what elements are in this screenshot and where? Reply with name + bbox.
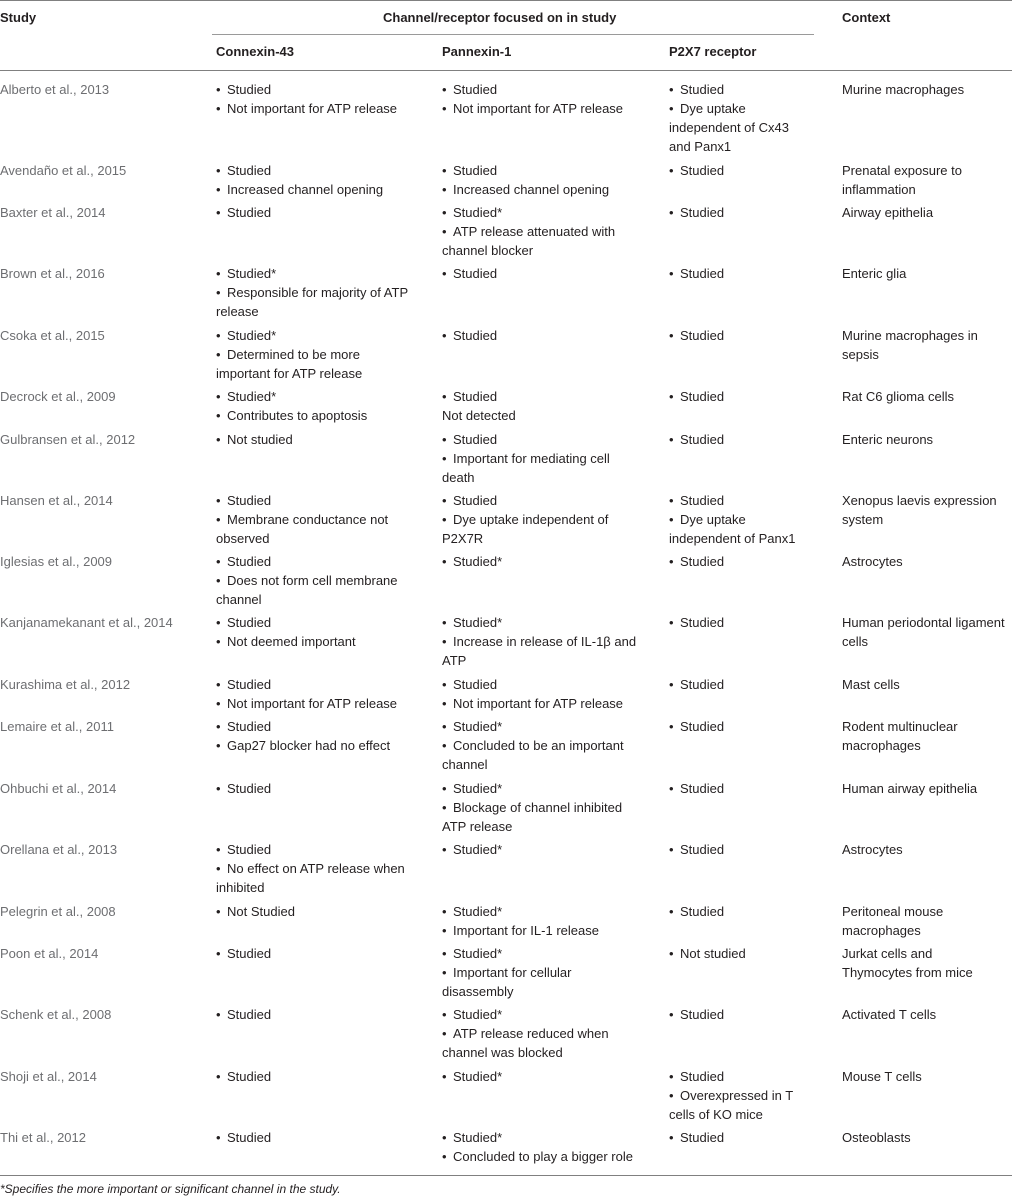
bullet-item: • Studied (216, 944, 416, 963)
bullet-item: • Increase in release of IL-1β and (442, 632, 642, 651)
context-cell (842, 779, 1010, 798)
continuation-text: cells of KO mice (669, 1107, 763, 1122)
p2x7-cell (669, 264, 829, 283)
pannexin-1-cell (442, 430, 642, 487)
bullet-item: • Studied (669, 264, 829, 283)
context-text: Astrocytes (842, 554, 903, 569)
context-text: Astrocytes (842, 842, 903, 857)
bullet-item: • Not important for ATP release (442, 694, 642, 713)
context-text: Rat C6 glioma cells (842, 389, 954, 404)
continuation-text: inhibited (216, 880, 265, 895)
bullet-item: • Concluded to play a bigger role (442, 1147, 642, 1166)
pannexin-1-cell (442, 552, 642, 571)
bullet-item: • Studied* (442, 840, 642, 859)
p2x7-cell (669, 430, 829, 449)
bullet-item: • Studied (442, 80, 642, 99)
pannexin-1-cell (442, 840, 642, 859)
header-context: Context (842, 10, 891, 25)
context-cell (842, 902, 1010, 940)
context-text: Enteric glia (842, 266, 907, 281)
continuation-text: ATP release (442, 819, 513, 834)
context-cell (842, 944, 1010, 982)
bullet-item: • Membrane conductance not (216, 510, 416, 529)
context-text: Xenopus laevis expression (842, 493, 997, 508)
bullet-item: • Studied (669, 675, 829, 694)
bullet-item: • Not important for ATP release (216, 694, 416, 713)
bullet-item: • Dye uptake (669, 510, 829, 529)
bullet-item: • Studied* (442, 717, 642, 736)
p2x7-cell (669, 1005, 829, 1024)
bullet-item: • Studied* (442, 1005, 642, 1024)
bullet-item: • Studied (669, 717, 829, 736)
bullet-item: • Not Studied (216, 902, 416, 921)
context-text: Mouse T cells (842, 1069, 922, 1084)
study-cell: Kanjanamekanant et al., 2014 (0, 615, 173, 630)
continuation-text: release (216, 304, 259, 319)
study-cell: Kurashima et al., 2012 (0, 677, 131, 692)
context-cell (842, 840, 1010, 859)
bullet-item: • Studied (216, 1005, 416, 1024)
bullet-item: • Studied (669, 387, 829, 406)
context-cell (842, 80, 1010, 99)
continuation-text: disassembly (442, 984, 514, 999)
context-text: Rodent multinuclear (842, 719, 958, 734)
connexin-43-cell (216, 161, 416, 199)
continuation-text: independent of Cx43 (669, 120, 789, 135)
pannexin-1-cell (442, 902, 642, 940)
bullet-item: • Studied (669, 552, 829, 571)
bullet-item: • Overexpressed in T (669, 1086, 829, 1105)
pannexin-1-cell (442, 491, 642, 548)
bullet-item: • Studied (216, 613, 416, 632)
context-text: Human airway epithelia (842, 781, 978, 796)
connexin-43-cell (216, 902, 416, 921)
pannexin-1-cell (442, 203, 642, 260)
bullet-item: • Not deemed important (216, 632, 416, 651)
pannexin-1-cell (442, 161, 642, 199)
bullet-item: • Studied* (442, 1067, 642, 1086)
context-cell (842, 552, 1010, 571)
continuation-text: ATP (442, 653, 467, 668)
bullet-item: • No effect on ATP release when (216, 859, 416, 878)
context-cell (842, 326, 1010, 364)
bullet-item: • Studied (442, 491, 642, 510)
context-text: sepsis (842, 347, 879, 362)
context-cell (842, 161, 1010, 199)
context-cell (842, 203, 1010, 222)
study-cell: Decrock et al., 2009 (0, 389, 116, 404)
p2x7-cell (669, 491, 829, 548)
connexin-43-cell (216, 717, 416, 755)
p2x7-cell (669, 675, 829, 694)
bullet-item: • Studied (442, 264, 642, 283)
context-cell (842, 675, 1010, 694)
bullet-item: • Studied (216, 1128, 416, 1147)
bullet-item: • Studied (216, 161, 416, 180)
continuation-text: P2X7R (442, 531, 484, 546)
bullet-item: • Contributes to apoptosis (216, 406, 416, 425)
connexin-43-cell (216, 1128, 416, 1147)
bullet-item: • Studied (669, 203, 829, 222)
connexin-43-cell (216, 552, 416, 609)
connexin-43-cell (216, 203, 416, 222)
p2x7-cell (669, 80, 829, 156)
p2x7-cell (669, 613, 829, 632)
continuation-text: channel was blocked (442, 1045, 563, 1060)
bullet-item: • Studied* (216, 264, 416, 283)
bullet-item: • Studied (669, 1005, 829, 1024)
bullet-item: • Studied (669, 491, 829, 510)
p2x7-cell (669, 902, 829, 921)
context-text: Enteric neurons (842, 432, 934, 447)
table-top-rule (0, 0, 1012, 1)
bullet-item: • Does not form cell membrane (216, 571, 416, 590)
p2x7-cell (669, 387, 829, 406)
study-cell: Schenk et al., 2008 (0, 1007, 112, 1022)
context-text: system (842, 512, 884, 527)
connexin-43-cell (216, 840, 416, 897)
connexin-43-cell (216, 1005, 416, 1024)
bullet-item: • Studied (669, 1128, 829, 1147)
bullet-item: • Studied (216, 552, 416, 571)
context-cell (842, 1005, 1010, 1024)
pannexin-1-cell (442, 944, 642, 1001)
bullet-item: • Studied (669, 326, 829, 345)
bullet-item: • Studied (669, 80, 829, 99)
context-cell (842, 491, 1010, 529)
context-text: Peritoneal mouse (842, 904, 944, 919)
p2x7-cell (669, 840, 829, 859)
header-study: Study (0, 10, 37, 25)
connexin-43-cell (216, 1067, 416, 1086)
pannexin-1-cell (442, 779, 642, 836)
p2x7-cell (669, 552, 829, 571)
bullet-item: • Dye uptake independent of (442, 510, 642, 529)
bullet-item: • Studied (442, 387, 642, 406)
context-text: inflammation (842, 182, 916, 197)
bullet-item: • Important for IL-1 release (442, 921, 642, 940)
study-cell: Thi et al., 2012 (0, 1130, 86, 1145)
continuation-text: Not detected (442, 408, 516, 423)
connexin-43-cell (216, 430, 416, 449)
bullet-item: • Concluded to be an important (442, 736, 642, 755)
study-cell: Brown et al., 2016 (0, 266, 105, 281)
continuation-text: observed (216, 531, 270, 546)
bullet-item: • Studied* (442, 613, 642, 632)
bullet-item: • Studied (669, 902, 829, 921)
bullet-item: • Not studied (669, 944, 829, 963)
header-bottom-rule (0, 70, 1012, 71)
bullet-item: • Studied* (216, 387, 416, 406)
context-text: Airway epithelia (842, 205, 934, 220)
context-cell (842, 387, 1010, 406)
connexin-43-cell (216, 491, 416, 548)
connexin-43-cell (216, 264, 416, 321)
study-cell: Poon et al., 2014 (0, 946, 99, 961)
p2x7-cell (669, 717, 829, 736)
bullet-item: • Studied (442, 430, 642, 449)
bullet-item: • Studied* (442, 203, 642, 222)
continuation-text: channel (216, 592, 262, 607)
bullet-item: • Studied (669, 779, 829, 798)
study-cell: Orellana et al., 2013 (0, 842, 118, 857)
bullet-item: • Studied* (442, 1128, 642, 1147)
continuation-text: and Panx1 (669, 139, 732, 154)
table-bottom-rule (0, 1175, 1012, 1176)
context-text: Activated T cells (842, 1007, 937, 1022)
context-text: Jurkat cells and (842, 946, 933, 961)
bullet-item: • Studied* (442, 944, 642, 963)
context-text: Murine macrophages (842, 82, 965, 97)
bullet-item: • Increased channel opening (216, 180, 416, 199)
p2x7-cell (669, 161, 829, 180)
pannexin-1-cell (442, 717, 642, 774)
context-cell (842, 264, 1010, 283)
bullet-item: • Not studied (216, 430, 416, 449)
continuation-text: death (442, 470, 475, 485)
bullet-item: • Studied* (442, 552, 642, 571)
study-cell: Hansen et al., 2014 (0, 493, 113, 508)
pannexin-1-cell (442, 80, 642, 118)
p2x7-cell (669, 779, 829, 798)
pannexin-1-cell (442, 326, 642, 345)
bullet-item: • Increased channel opening (442, 180, 642, 199)
pannexin-1-cell (442, 1128, 642, 1166)
bullet-item: • Studied (216, 840, 416, 859)
connexin-43-cell (216, 779, 416, 798)
p2x7-cell (669, 203, 829, 222)
bullet-item: • Determined to be more (216, 345, 416, 364)
study-cell: Pelegrin et al., 2008 (0, 904, 116, 919)
bullet-item: • Studied (669, 1067, 829, 1086)
pannexin-1-cell (442, 1067, 642, 1086)
p2x7-cell (669, 326, 829, 345)
p2x7-cell (669, 1128, 829, 1147)
table-footnote: *Specifies the more important or significant channel in the study. (0, 1182, 341, 1196)
bullet-item: • Studied (216, 491, 416, 510)
bullet-item: • Studied (216, 717, 416, 736)
study-cell: Lemaire et al., 2011 (0, 719, 114, 734)
context-text: cells (842, 634, 869, 649)
context-cell (842, 1067, 1010, 1086)
continuation-text: independent of Panx1 (669, 531, 796, 546)
bullet-item: • Studied (216, 80, 416, 99)
context-text: macrophages (842, 923, 921, 938)
connexin-43-cell (216, 675, 416, 713)
context-cell (842, 430, 1010, 449)
bullet-item: • Responsible for majority of ATP (216, 283, 416, 302)
bullet-item: • Gap27 blocker had no effect (216, 736, 416, 755)
bullet-item: • Dye uptake (669, 99, 829, 118)
study-cell: Gulbransen et al., 2012 (0, 432, 136, 447)
bullet-item: • Studied* (442, 902, 642, 921)
bullet-item: • Studied (442, 326, 642, 345)
header-channel-group: Channel/receptor focused on in study (383, 10, 617, 25)
bullet-item: • Studied* (442, 779, 642, 798)
context-text: macrophages (842, 738, 921, 753)
pannexin-1-cell (442, 613, 642, 670)
context-cell (842, 717, 1010, 755)
continuation-text: channel (442, 757, 488, 772)
context-cell (842, 613, 1010, 651)
pannexin-1-cell (442, 1005, 642, 1062)
study-cell: Avendaño et al., 2015 (0, 163, 127, 178)
header-connexin-43: Connexin-43 (216, 44, 295, 59)
bullet-item: • Studied (216, 779, 416, 798)
bullet-item: • Important for mediating cell (442, 449, 642, 468)
pannexin-1-cell (442, 264, 642, 283)
context-text: Murine macrophages in (842, 328, 978, 343)
bullet-item: • Studied (442, 675, 642, 694)
connexin-43-cell (216, 387, 416, 425)
context-text: Prenatal exposure to (842, 163, 962, 178)
pannexin-1-cell (442, 675, 642, 713)
study-cell: Baxter et al., 2014 (0, 205, 106, 220)
bullet-item: • Studied (669, 613, 829, 632)
study-cell: Alberto et al., 2013 (0, 82, 110, 97)
context-text: Osteoblasts (842, 1130, 911, 1145)
connexin-43-cell (216, 944, 416, 963)
bullet-item: • ATP release reduced when (442, 1024, 642, 1043)
continuation-text: important for ATP release (216, 366, 363, 381)
connexin-43-cell (216, 326, 416, 383)
p2x7-cell (669, 944, 829, 963)
study-cell: Iglesias et al., 2009 (0, 554, 113, 569)
header-p2x7-receptor: P2X7 receptor (669, 44, 757, 59)
connexin-43-cell (216, 613, 416, 651)
bullet-item: • Studied (442, 161, 642, 180)
bullet-item: • Not important for ATP release (216, 99, 416, 118)
bullet-item: • Studied (669, 161, 829, 180)
continuation-text: channel blocker (442, 243, 534, 258)
header-group-rule (212, 34, 814, 35)
bullet-item: • Blockage of channel inhibited (442, 798, 642, 817)
bullet-item: • ATP release attenuated with (442, 222, 642, 241)
p2x7-cell (669, 1067, 829, 1124)
bullet-item: • Not important for ATP release (442, 99, 642, 118)
bullet-item: • Studied (216, 1067, 416, 1086)
context-text: Mast cells (842, 677, 900, 692)
context-cell (842, 1128, 1010, 1147)
study-cell: Csoka et al., 2015 (0, 328, 105, 343)
study-cell: Shoji et al., 2014 (0, 1069, 97, 1084)
context-text: Human periodontal ligament (842, 615, 1005, 630)
bullet-item: • Studied* (216, 326, 416, 345)
bullet-item: • Studied (216, 675, 416, 694)
connexin-43-cell (216, 80, 416, 118)
bullet-item: • Studied (216, 203, 416, 222)
context-text: Thymocytes from mice (842, 965, 973, 980)
pannexin-1-cell (442, 387, 642, 425)
study-cell: Ohbuchi et al., 2014 (0, 781, 117, 796)
bullet-item: • Studied (669, 840, 829, 859)
bullet-item: • Studied (669, 430, 829, 449)
bullet-item: • Important for cellular (442, 963, 642, 982)
header-pannexin-1: Pannexin-1 (442, 44, 512, 59)
